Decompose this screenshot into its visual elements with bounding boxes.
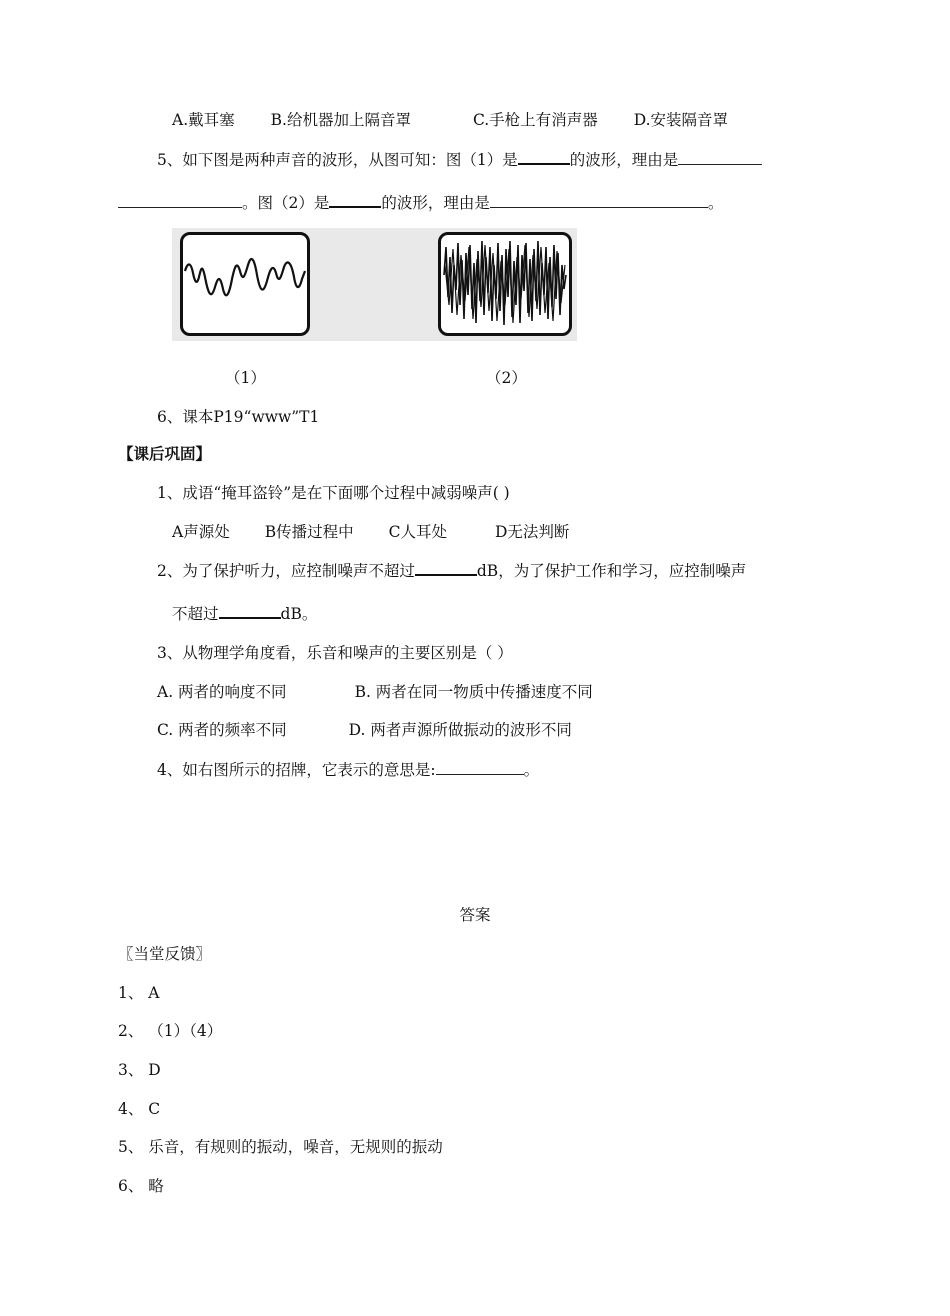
- q4-option-c: C.手枪上有消声器: [472, 111, 598, 129]
- q5-line-2: 。图（2）是 的波形，理由是 。: [118, 193, 723, 213]
- waveform-2-noise: [438, 232, 572, 336]
- after-q1-options-row: [172, 522, 569, 542]
- q4-option-a: A.戴耳塞: [172, 111, 235, 129]
- after-q3-option-d: D. 两者声源所做振动的波形不同: [348, 721, 572, 739]
- q5-blank-3[interactable]: [329, 206, 381, 208]
- answer-item-5: 5、 乐音，有规则的振动，噪音，无规则的振动: [118, 1138, 443, 1156]
- section-heading-after-class: 【课后巩固】: [118, 444, 212, 463]
- q5-blank-1[interactable]: [518, 163, 570, 165]
- figure-caption-2: （2）: [486, 369, 527, 387]
- q4-option-d: D.安装隔音罩: [633, 111, 729, 129]
- after-q2-blank-1[interactable]: [415, 574, 477, 576]
- after-q3-text: 3、从物理学角度看，乐音和噪声的主要区别是（ ）: [157, 644, 513, 662]
- after-q2-line-2: 不超过 dB。: [172, 605, 318, 623]
- q4-option-b: B.给机器加上隔音罩: [270, 111, 411, 129]
- q5-line-1: 5、如下图是两种声音的波形，从图可知：图（1）是 的波形，理由是: [157, 150, 762, 170]
- after-q1-option-c: C人耳处: [388, 523, 447, 541]
- after-q1-text: 1、成语“掩耳盗铃”是在下面哪个过程中减弱噪声( ): [157, 484, 510, 502]
- after-q1-option-d: D无法判断: [494, 523, 570, 541]
- waveform-figure: [172, 228, 577, 341]
- answers-title: 答案: [459, 906, 491, 924]
- after-q4-line: 4、如右图所示的招牌，它表示的意思是: 。: [157, 761, 540, 779]
- after-q2-blank-2[interactable]: [219, 617, 281, 619]
- after-q3-option-b: B. 两者在同一物质中传播速度不同: [354, 683, 593, 701]
- after-q1-option-a: A声源处: [172, 523, 230, 541]
- after-q1-option-b: B传播过程中: [264, 523, 354, 541]
- waveform-1-musical: [180, 232, 310, 336]
- q5-blank-2b[interactable]: [118, 207, 242, 208]
- after-q3-options-row-1: [157, 682, 593, 702]
- answer-item-1: 1、 A: [118, 984, 160, 1002]
- after-q3-options-row-2: [157, 720, 572, 740]
- q5-blank-2a[interactable]: [678, 164, 762, 165]
- answer-item-2: 2、 （1）（4）: [118, 1022, 223, 1040]
- regular-wave-graphic: [183, 235, 307, 333]
- q6-text: 6、课本P19“www”T1: [157, 408, 320, 426]
- after-q3-option-a: A. 两者的响度不同: [157, 683, 287, 701]
- answer-item-4: 4、 C: [118, 1100, 161, 1118]
- after-q2-line-1: 2、为了保护听力，应控制噪声不超过 dB，为了保护工作和学习，应控制噪声: [157, 562, 747, 580]
- q4-options-row: [172, 110, 728, 130]
- after-q3-option-c: C. 两者的频率不同: [157, 721, 287, 739]
- q5-blank-4[interactable]: [490, 207, 708, 208]
- after-q4-blank[interactable]: [436, 774, 524, 775]
- figure-caption-1: （1）: [225, 369, 266, 387]
- noise-wave-graphic: [441, 235, 569, 333]
- answer-item-6: 6、 略: [118, 1177, 164, 1195]
- answers-section-heading: 〖当堂反馈〗: [118, 945, 212, 963]
- answer-item-3: 3、 D: [118, 1061, 161, 1079]
